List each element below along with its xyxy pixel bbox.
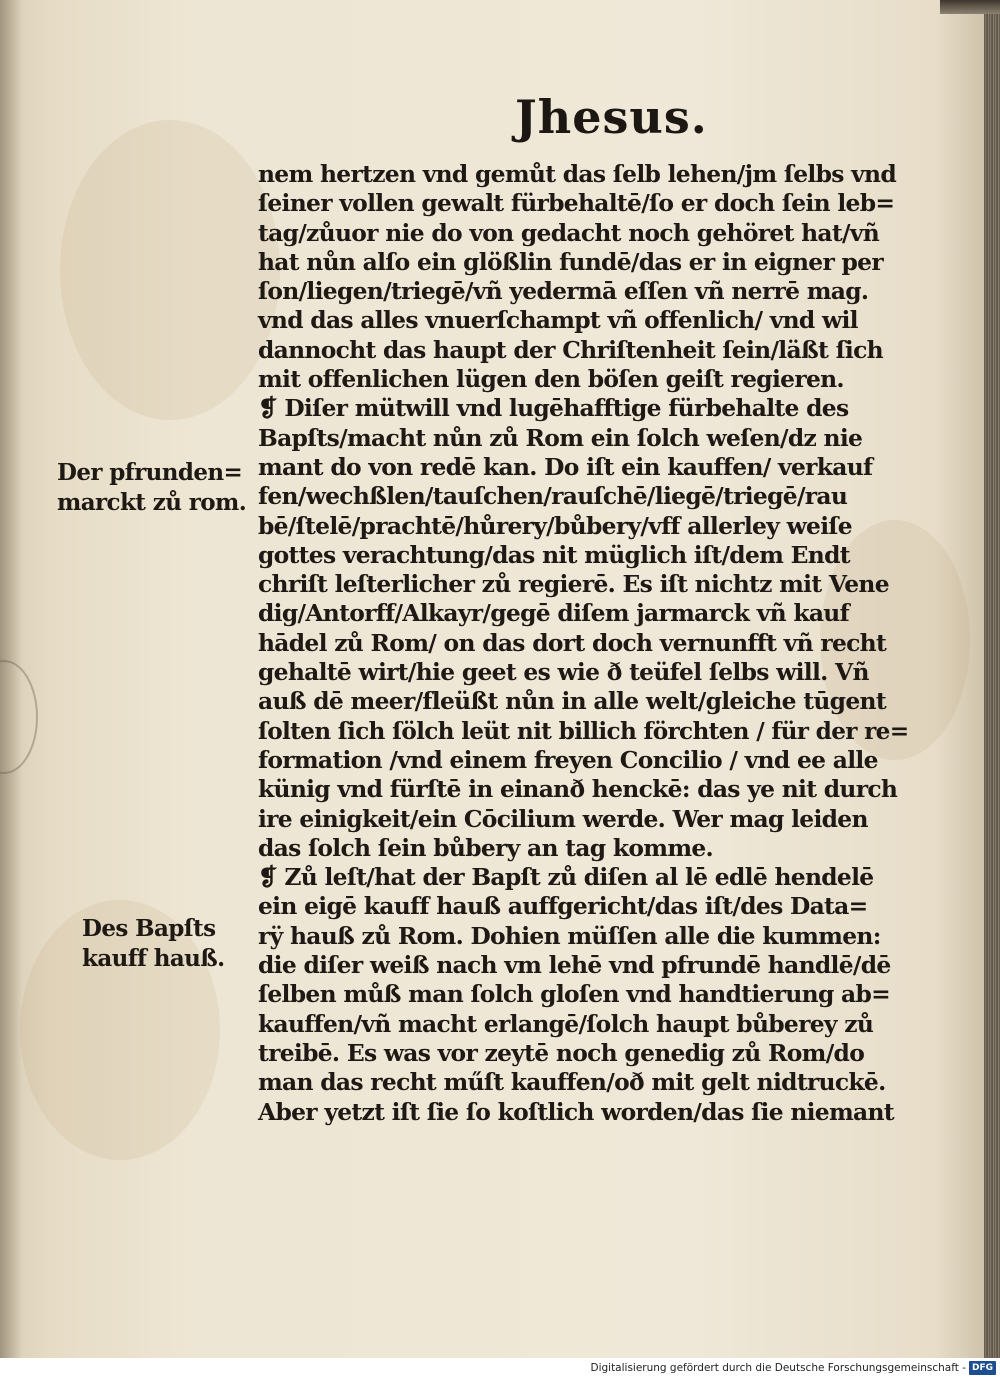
paper-stain [60, 120, 280, 420]
text-line: ein eigē kauff hauß auffgericht/das iſt/des Data= [258, 892, 868, 921]
marginal-note-line: marckt zů rom. [57, 489, 247, 516]
marginal-note-pfrunden-marckt [57, 458, 246, 518]
marginal-note-line: kauff hauß. [82, 945, 225, 972]
text-line: Aber yetzt iſt ſie ſo koſtlich worden/das ſie niemant [258, 1097, 894, 1126]
footer-credit: Digitalisierung gefördert durch die Deutsche Forschungsgemeinschaft - [590, 1362, 966, 1374]
text-line: bē/ſtelē/prachtē/hůrery/bůbery/vff allerley weiſe [258, 511, 852, 540]
text-line: gehaltē wirt/hie geet es wie ð teüfel ſelbs will. Vñ [258, 658, 869, 687]
text-line: treibē. Es was vor zeytē noch genedig zů Rom/do [258, 1038, 865, 1067]
text-line: ❡ Diſer mütwill vnd lugēhafftige fürbehalte des [258, 394, 849, 423]
text-line: vnd das alles vnuerſchampt vñ offenlich/ vnd wil [258, 306, 858, 335]
digitization-footer [0, 1358, 1000, 1379]
marginal-note-line: Der pfrunden= [57, 459, 243, 486]
main-text-block [258, 160, 908, 1127]
text-line: die diſer weiß nach vm lehē vnd pfrundē handlē/dē [258, 951, 891, 980]
text-line: formation /vnd einem freyen Concilio / vnd ee alle [258, 745, 878, 774]
marginal-note-line: Des Bapſts [82, 915, 216, 942]
text-line: ſon/liegen/triegē/vñ yedermā eſſen vñ nerrē mag. [258, 277, 869, 306]
text-line: ire einigkeit/ein Cōcilium werde. Wer mag leiden [258, 804, 868, 833]
text-line: auß dē meer/fleüßt nůn in alle welt/gleiche tūgent [258, 687, 886, 716]
book-page-edges [984, 0, 1000, 1358]
text-line: dannocht das haupt der Chriſtenheit ſein/läßt ſich [258, 335, 883, 364]
text-line: tag/zůuor nie do von gedacht noch gehöret hat/vñ [258, 218, 880, 247]
text-line: gottes verachtung/das nit müglich iſt/dem Endt [258, 540, 850, 569]
text-line: fen/wechßlen/tauſchen/rauſchē/liegē/triegē/rau [258, 482, 848, 511]
text-line: ſelben můß man ſolch gloſen vnd handtierung ab= [258, 980, 891, 1009]
text-line: dig/Antorff/Alkayr/gegē diſem jarmarck vñ kauf [258, 599, 849, 628]
text-line: rÿ hauß zů Rom. Dohien müſſen alle die kummen: [258, 921, 881, 950]
text-line: künig vnd fürſtē in einanð henckē: das ye nit durch [258, 775, 898, 804]
book-top-edge [940, 0, 1000, 14]
text-line: kauffen/vñ macht erlangē/ſolch haupt bůberey zů [258, 1009, 874, 1038]
binding-mark [0, 660, 38, 774]
dfg-logo: DFG [969, 1361, 996, 1375]
text-line: man das recht műſt kauffen/oð mit gelt nidtruckē. [258, 1068, 886, 1097]
text-line: mant do von redē kan. Do iſt ein kauffen/ verkauf [258, 452, 873, 481]
text-line: das ſolch ſein bůbery an tag komme. [258, 833, 713, 862]
text-line: ❡ Zů leſt/hat der Bapſt zů diſen al lē edlē hendelē [258, 863, 874, 892]
running-head: Jhesus. [515, 90, 708, 144]
text-line: hādel zů Rom/ on das dort doch vernunfft vñ recht [258, 628, 887, 657]
marginal-note-kauff-hauss [82, 914, 225, 974]
text-line: chriſt leſterlicher zů regierē. Es iſt nichtz mit Vene [258, 570, 889, 599]
text-line: nem hertzen vnd gemůt das ſelb lehen/jm ſelbs vnd [258, 160, 897, 188]
text-line: hat nůn alſo ein glößlin fundē/das er in eigner per [258, 247, 883, 276]
text-line: mit offenlichen lügen den böſen geiſt regieren. [258, 365, 844, 394]
text-line: ſeiner vollen gewalt fürbehaltē/ſo er doch ſein leb= [258, 189, 895, 218]
text-line: Bapſts/macht nůn zů Rom ein ſolch weſen/dz nie [258, 423, 863, 452]
text-line: ſolten ſich ſölch leüt nit billich förchten / für der re= [258, 716, 909, 745]
